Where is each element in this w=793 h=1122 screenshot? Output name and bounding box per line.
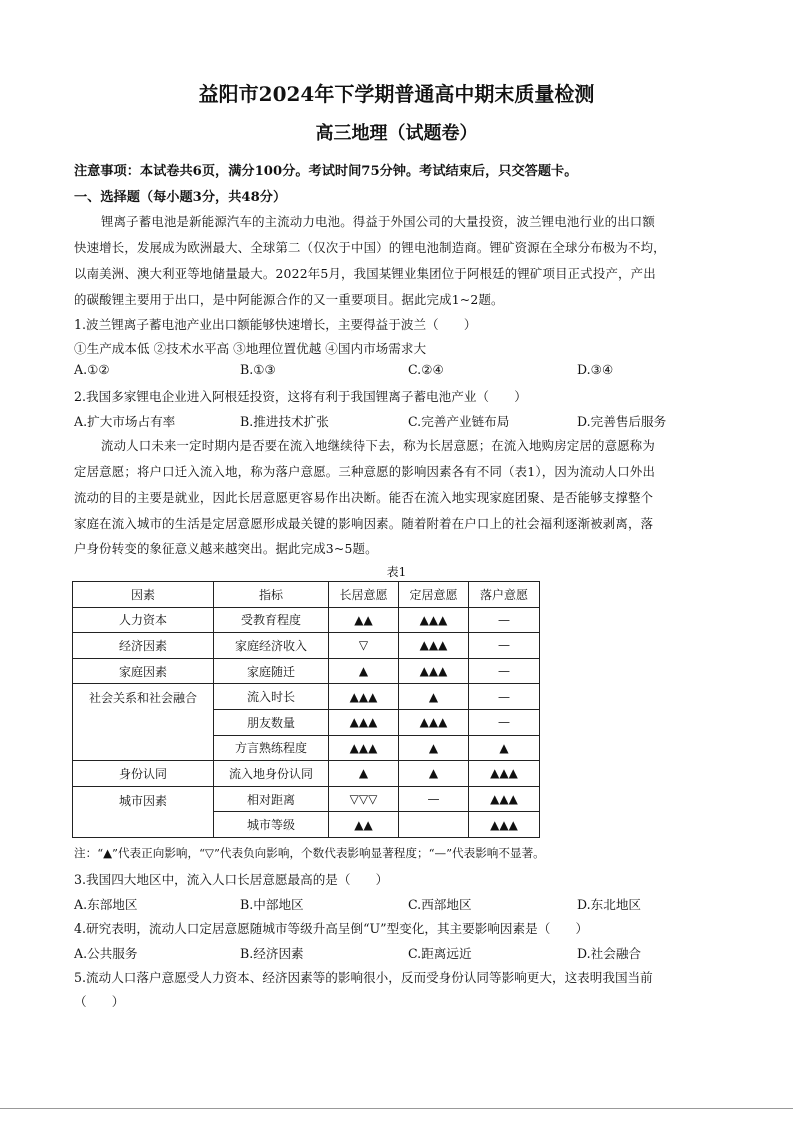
table-cell: ▲▲▲	[399, 607, 469, 633]
table-cell: ▲▲▲	[399, 633, 469, 659]
table-cell: —	[469, 709, 540, 735]
table-cell: 城市等级	[214, 812, 329, 838]
question-1-statements: ①生产成本低 ②技术水平高 ③地理位置优越 ④国内市场需求大	[74, 341, 427, 356]
table-cell: 流入时长	[214, 684, 329, 710]
table-header-cell: 长居意愿	[329, 582, 399, 608]
table-cell: ▲▲▲	[329, 709, 399, 735]
table-cell: ▲▲▲	[329, 735, 399, 761]
table-row	[73, 607, 540, 633]
table-group-cell: 社会关系和社会融合	[73, 684, 214, 761]
table-cell: ▲	[329, 658, 399, 684]
table-cell: ▲	[469, 735, 540, 761]
question-4-choice-c[interactable]: C.距离远近	[408, 946, 472, 961]
exam-notice: 注意事项：本试卷共6页，满分100分。考试时间75分钟。考试结束后，只交答题卡。	[74, 164, 578, 179]
table-cell: ▲▲▲	[469, 761, 540, 787]
table-cell: 家庭随迁	[214, 658, 329, 684]
question-2-choice-d[interactable]: D.完善售后服务	[577, 414, 667, 429]
table-cell: ▲▲▲	[399, 709, 469, 735]
table-cell: 相对距离	[214, 786, 329, 812]
table-cell: ▲▲	[329, 607, 399, 633]
table-row	[73, 684, 540, 710]
question-4-choice-a[interactable]: A.公共服务	[74, 946, 138, 961]
table-header-cell: 指标	[214, 582, 329, 608]
question-3-choice-d[interactable]: D.东北地区	[577, 897, 642, 912]
table-group-cell: 家庭因素	[73, 658, 214, 684]
table-caption: 表1	[386, 565, 407, 579]
table-row	[73, 786, 540, 812]
table-header-cell: 因素	[73, 582, 214, 608]
question-4-stem: 4.研究表明，流动人口定居意愿随城市等级升高呈倒“U”型变化，其主要影响因素是（ ）	[74, 921, 589, 936]
exam-title: 益阳市2024年下学期普通高中期末质量检测	[198, 82, 595, 106]
question-1-choice-a[interactable]: A.①②	[74, 362, 110, 377]
question-1-choice-c[interactable]: C.②④	[408, 362, 444, 377]
question-1-choice-d[interactable]: D.③④	[577, 362, 614, 377]
table-cell: ▲▲	[329, 812, 399, 838]
question-4-choice-d[interactable]: D.社会融合	[577, 946, 642, 961]
question-2-choice-a[interactable]: A.扩大市场占有率	[74, 414, 176, 429]
table-group-cell: 人力资本	[73, 607, 214, 633]
table-row	[73, 658, 540, 684]
passage-2-line: 流动人口未来一定时期内是否要在流入地继续待下去，称为长居意愿；在流入地购房定居的意愿称为	[101, 438, 655, 453]
table-cell: —	[469, 607, 540, 633]
question-2-choice-b[interactable]: B.推进技术扩张	[240, 414, 329, 429]
table-cell: 家庭经济收入	[214, 633, 329, 659]
question-2-stem: 2.我国多家锂电企业进入阿根廷投资，这将有利于我国锂离子蓄电池产业（ ）	[74, 389, 527, 404]
passage-1-line: 快速增长，发展成为欧洲最大、全球第二（仅次于中国）的锂电池制造商。锂矿资源在全球分布极为不均，	[74, 240, 666, 255]
question-1-stem: 1.波兰锂离子蓄电池产业出口额能够快速增长，主要得益于波兰（ ）	[74, 317, 477, 332]
table-cell: ▲	[399, 761, 469, 787]
table-cell: ▲	[399, 735, 469, 761]
table-cell: —	[469, 633, 540, 659]
table-cell: ▲	[399, 684, 469, 710]
question-3-choice-c[interactable]: C.西部地区	[408, 897, 472, 912]
table-cell: ▲▲▲	[469, 812, 540, 838]
table-cell: 受教育程度	[214, 607, 329, 633]
section-title: 一、选择题（每小题3分，共48分）	[74, 190, 287, 205]
table-header-cell: 落户意愿	[469, 582, 540, 608]
question-5-answer-blank: （ ）	[74, 994, 125, 1009]
table-group-cell: 经济因素	[73, 633, 214, 659]
question-5-stem: 5.流动人口落户意愿受人力资本、经济因素等的影响很小，反而受身份认同等影响更大，这表明我国当前	[74, 970, 653, 985]
table-cell: ▽	[329, 633, 399, 659]
passage-2-line: 家庭在流入城市的生活是定居意愿形成最关键的影响因素。随着附着在户口上的社会福利逐渐被剥离，落	[74, 516, 654, 531]
table-row	[73, 761, 540, 787]
question-3-choice-b[interactable]: B.中部地区	[240, 897, 304, 912]
question-3-stem: 3.我国四大地区中，流入人口长居意愿最高的是（ ）	[74, 872, 389, 887]
factor-table	[72, 581, 540, 838]
passage-1-line: 以南美洲、澳大利亚等地储量最大。2022年5月，我国某锂业集团位于阿根廷的锂矿项目正式投产，产出	[74, 266, 656, 281]
table-cell: —	[469, 684, 540, 710]
table-cell: 方言熟练程度	[214, 735, 329, 761]
question-4-choice-b[interactable]: B.经济因素	[240, 946, 304, 961]
table-cell: —	[469, 658, 540, 684]
table-group-cell: 身份认同	[73, 761, 214, 787]
question-3-choice-a[interactable]: A.东部地区	[74, 897, 138, 912]
table-cell: ▽▽▽	[329, 786, 399, 812]
passage-1-line: 锂离子蓄电池是新能源汽车的主流动力电池。得益于外国公司的大量投资，波兰锂电池行业的出口额	[101, 214, 655, 229]
page-bottom-rule	[0, 1108, 793, 1109]
passage-2-line: 定居意愿；将户口迁入流入地，称为落户意愿。三种意愿的影响因素各有不同（表1），因为流动人口外出	[74, 464, 656, 479]
table-cell	[399, 812, 469, 838]
table-cell: ▲▲▲	[329, 684, 399, 710]
table-note: 注：“▲”代表正向影响，“▽”代表负向影响，个数代表影响显著程度；“—”代表影响不显著。	[74, 846, 545, 860]
question-2-choice-c[interactable]: C.完善产业链布局	[408, 414, 510, 429]
table-row	[73, 633, 540, 659]
passage-2-line: 流动的目的主要是就业，因此长居意愿更容易作出决断。能否在流入地实现家庭团聚、是否能够支撑整个	[74, 490, 654, 505]
passage-2-line: 户身份转变的象征意义越来越突出。据此完成3~5题。	[74, 541, 378, 556]
table-cell: 流入地身份认同	[214, 761, 329, 787]
question-1-choice-b[interactable]: B.①③	[240, 362, 276, 377]
table-cell: ▲▲▲	[399, 658, 469, 684]
passage-1-line: 的碳酸锂主要用于出口，是中阿能源合作的又一重要项目。据此完成1~2题。	[74, 292, 504, 307]
table-cell: ▲▲▲	[469, 786, 540, 812]
table-cell: 朋友数量	[214, 709, 329, 735]
table-group-cell: 城市因素	[73, 786, 214, 837]
exam-subtitle: 高三地理（试题卷）	[315, 123, 478, 144]
table-header-cell: 定居意愿	[399, 582, 469, 608]
table-cell: —	[399, 786, 469, 812]
table-cell: ▲	[329, 761, 399, 787]
table-header-row	[73, 582, 540, 608]
